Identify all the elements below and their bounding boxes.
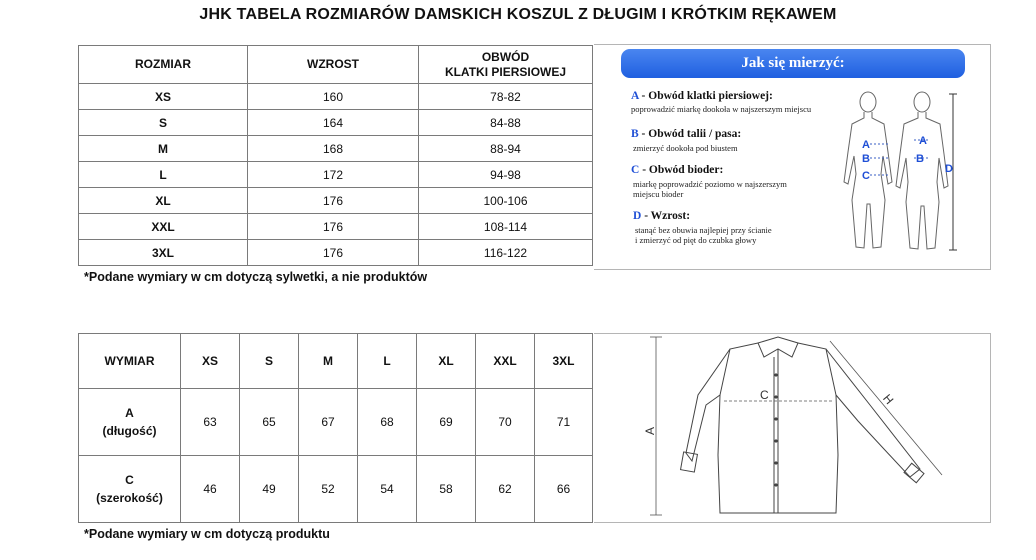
value-cell: 71 xyxy=(535,389,593,456)
how-to-measure-title: Jak się mierzyć: xyxy=(621,49,965,78)
value-cell: 65 xyxy=(240,389,299,456)
height-cell: 164 xyxy=(248,110,419,136)
product-size-table xyxy=(78,333,593,523)
fig-female-a-label: A xyxy=(862,139,870,151)
table-header-row xyxy=(79,46,593,84)
fig-female-c-label: C xyxy=(862,170,870,182)
measure-b-desc: zmierzyć dookoła pod biustem xyxy=(633,143,738,153)
size-cell: 3XL xyxy=(79,240,248,266)
table-row xyxy=(79,240,593,266)
size-cell: XS xyxy=(79,84,248,110)
body-measurements-note: *Podane wymiary w cm dotyczą sylwetki, a nie produktów xyxy=(84,270,428,284)
table-row xyxy=(79,389,593,456)
fig-height-d-label: D xyxy=(945,163,953,175)
table-row xyxy=(79,214,593,240)
value-cell: 70 xyxy=(476,389,535,456)
fig-male-a-label: A xyxy=(919,135,927,147)
page-title: JHK TABELA ROZMIARÓW DAMSKICH KOSZUL Z DŁUGIM I KRÓTKIM RĘKAWEM xyxy=(199,6,837,23)
header-size: 3XL xyxy=(535,334,593,389)
size-cell: M xyxy=(79,136,248,162)
table-header-row xyxy=(79,334,593,389)
size-cell: L xyxy=(79,162,248,188)
table-row xyxy=(79,162,593,188)
chest-cell: 78-82 xyxy=(419,84,593,110)
measure-a-heading: A - Obwód klatki piersiowej: xyxy=(631,90,773,102)
measure-c-desc: miarkę poprowadzić poziomo w najszerszym miejscu bioder xyxy=(633,179,787,199)
value-cell: 52 xyxy=(299,456,358,523)
table-row xyxy=(79,136,593,162)
measure-c-heading: C - Obwód bioder: xyxy=(631,164,724,176)
header-obwod xyxy=(419,46,593,84)
body-size-table xyxy=(78,45,593,266)
shirt-c-label: C xyxy=(760,388,769,402)
height-cell: 168 xyxy=(248,136,419,162)
chest-cell: 108-114 xyxy=(419,214,593,240)
male-silhouette-icon xyxy=(896,92,948,249)
shirt-measure-lines xyxy=(650,337,942,515)
size-cell: XXL xyxy=(79,214,248,240)
measure-d-heading: D - Wzrost: xyxy=(633,210,691,222)
shirt-h-label: H xyxy=(880,391,897,408)
size-cell: S xyxy=(79,110,248,136)
value-cell: 58 xyxy=(417,456,476,523)
shirt-diagram xyxy=(620,335,960,520)
height-cell: 176 xyxy=(248,214,419,240)
height-cell: 172 xyxy=(248,162,419,188)
table-row xyxy=(79,188,593,214)
fig-female-b-label: B xyxy=(862,153,870,165)
measure-d-desc: stanąć bez obuwia najlepiej przy ścianie i zmierzyć od pięt do czubka głowy xyxy=(635,225,772,245)
shirt-a-label: A xyxy=(643,426,657,435)
value-cell: 67 xyxy=(299,389,358,456)
chest-cell: 88-94 xyxy=(419,136,593,162)
chest-cell: 84-88 xyxy=(419,110,593,136)
chest-cell: 100-106 xyxy=(419,188,593,214)
value-cell: 49 xyxy=(240,456,299,523)
value-cell: 62 xyxy=(476,456,535,523)
height-cell: 160 xyxy=(248,84,419,110)
header-wzrost: WZROST xyxy=(248,46,419,84)
table-row xyxy=(79,456,593,523)
size-cell: XL xyxy=(79,188,248,214)
table-row xyxy=(79,84,593,110)
chest-cell: 94-98 xyxy=(419,162,593,188)
measure-b-heading: B - Obwód talii / pasa: xyxy=(631,128,742,140)
header-obwod-line2: KLATKI PIERSIOWEJ xyxy=(444,64,567,79)
header-size: L xyxy=(358,334,417,389)
body-silhouettes-figure xyxy=(830,82,980,262)
header-obwod-line1: OBWÓD xyxy=(481,49,530,64)
value-cell: 54 xyxy=(358,456,417,523)
header-size: S xyxy=(240,334,299,389)
value-cell: 69 xyxy=(417,389,476,456)
row-label-a: A (długość) xyxy=(79,389,181,456)
value-cell: 63 xyxy=(181,389,240,456)
table-row xyxy=(79,110,593,136)
header-size: XS xyxy=(181,334,240,389)
measure-a-desc: poprowadzić miarkę dookoła w najszerszym miejscu xyxy=(631,104,812,114)
header-wymiar: WYMIAR xyxy=(79,334,181,389)
shirt-icon xyxy=(681,337,924,513)
shirt-buttons xyxy=(774,373,777,486)
header-size: XXL xyxy=(476,334,535,389)
fig-male-b-label: B xyxy=(916,153,924,165)
header-size: XL xyxy=(417,334,476,389)
header-rozmiar: ROZMIAR xyxy=(79,46,248,84)
height-cell: 176 xyxy=(248,240,419,266)
header-size: M xyxy=(299,334,358,389)
chest-cell: 116-122 xyxy=(419,240,593,266)
value-cell: 68 xyxy=(358,389,417,456)
product-measurements-note: *Podane wymiary w cm dotyczą produktu xyxy=(84,527,330,541)
value-cell: 66 xyxy=(535,456,593,523)
row-label-c: C (szerokość) xyxy=(79,456,181,523)
value-cell: 46 xyxy=(181,456,240,523)
height-cell: 176 xyxy=(248,188,419,214)
